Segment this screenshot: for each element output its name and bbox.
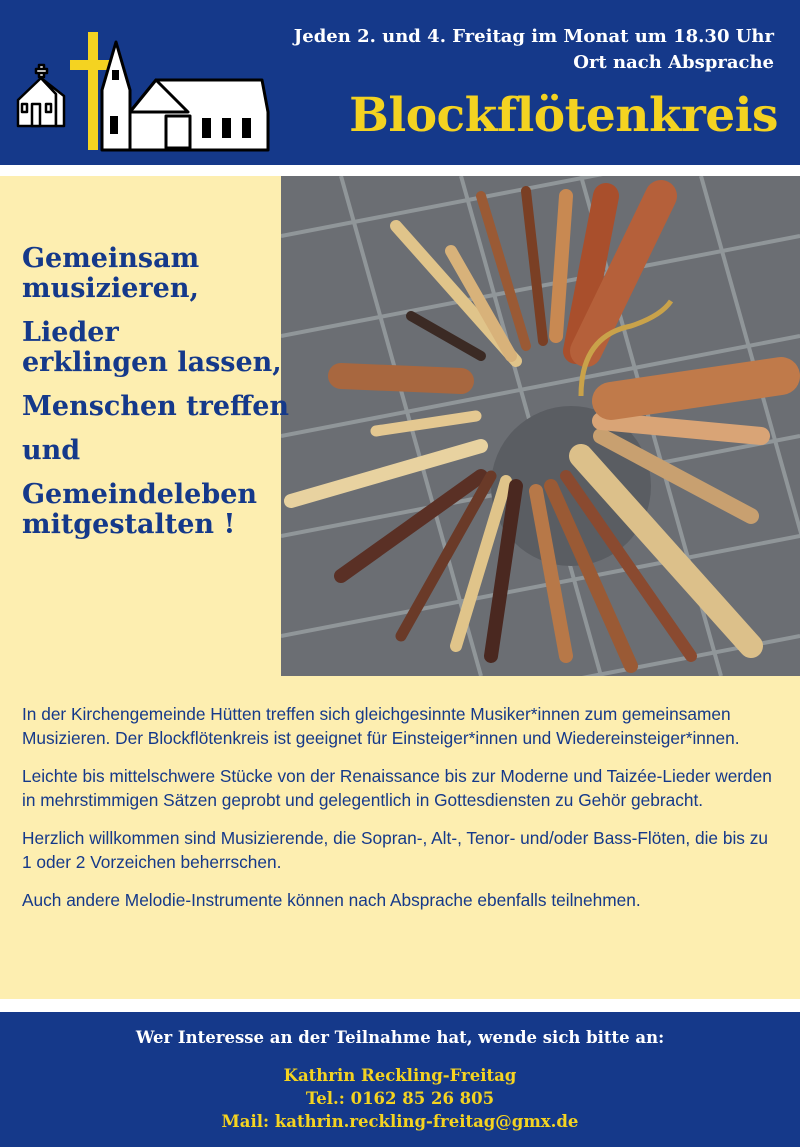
description: [22, 702, 782, 926]
slogan-list: [22, 244, 342, 554]
contact-email: Mail: kathrin.reckling-freitag@gmx.de: [221, 1112, 579, 1131]
paragraph-1: In der Kirchengemeinde Hütten treffen sich gleichgesinnte Musiker*innen zum gemeinsamen Musizieren. Der Blockflötenkreis ist geeignet für Einsteiger*innen und Wiedereinsteiger*innen.: [22, 704, 740, 748]
contact-name: Kathrin Reckling-Freitag: [283, 1066, 517, 1085]
slogan-3: Menschen treffen: [22, 391, 290, 422]
paragraph-4: Auch andere Melodie-Instrumente können nach Absprache ebenfalls teilnehmen.: [22, 890, 641, 910]
paragraph-2: Leichte bis mittelschwere Stücke von der Renaissance bis zur Moderne und Taizée-Lieder werden in mehrstimmigen Sätzen geprobt und gelegentlich in Gottesdiensten zu Gehör gebracht.: [22, 766, 772, 810]
header-banner: [0, 0, 800, 165]
church-cross-icon: [6, 20, 278, 160]
contact-footer: [0, 1012, 800, 1147]
page-title: Blockflötenkreis: [349, 88, 778, 143]
slogan-2: Lieder erklingen lassen,: [22, 317, 282, 378]
schedule-info: [294, 24, 774, 76]
slogan-1: Gemeinsam musizieren,: [22, 243, 200, 304]
recorder-flutes-photo: [281, 176, 800, 676]
slogan-4: und: [22, 435, 81, 466]
contact-intro: Wer Interesse an der Teilnahme hat, wende sich bitte an:: [135, 1028, 665, 1047]
schedule-line-1: Jeden 2. und 4. Freitag im Monat um 18.30 Uhr: [293, 26, 774, 47]
paragraph-3: Herzlich willkommen sind Musizierende, die Sopran-, Alt-, Tenor- und/oder Bass-Flöten, die bis zu 1 oder 2 Vorzeichen beherrschen.: [22, 828, 768, 872]
schedule-line-2: Ort nach Absprache: [573, 52, 774, 73]
contact-phone: Tel.: 0162 85 26 805: [305, 1089, 495, 1108]
slogan-5: Gemeindeleben mitgestalten !: [22, 479, 258, 540]
